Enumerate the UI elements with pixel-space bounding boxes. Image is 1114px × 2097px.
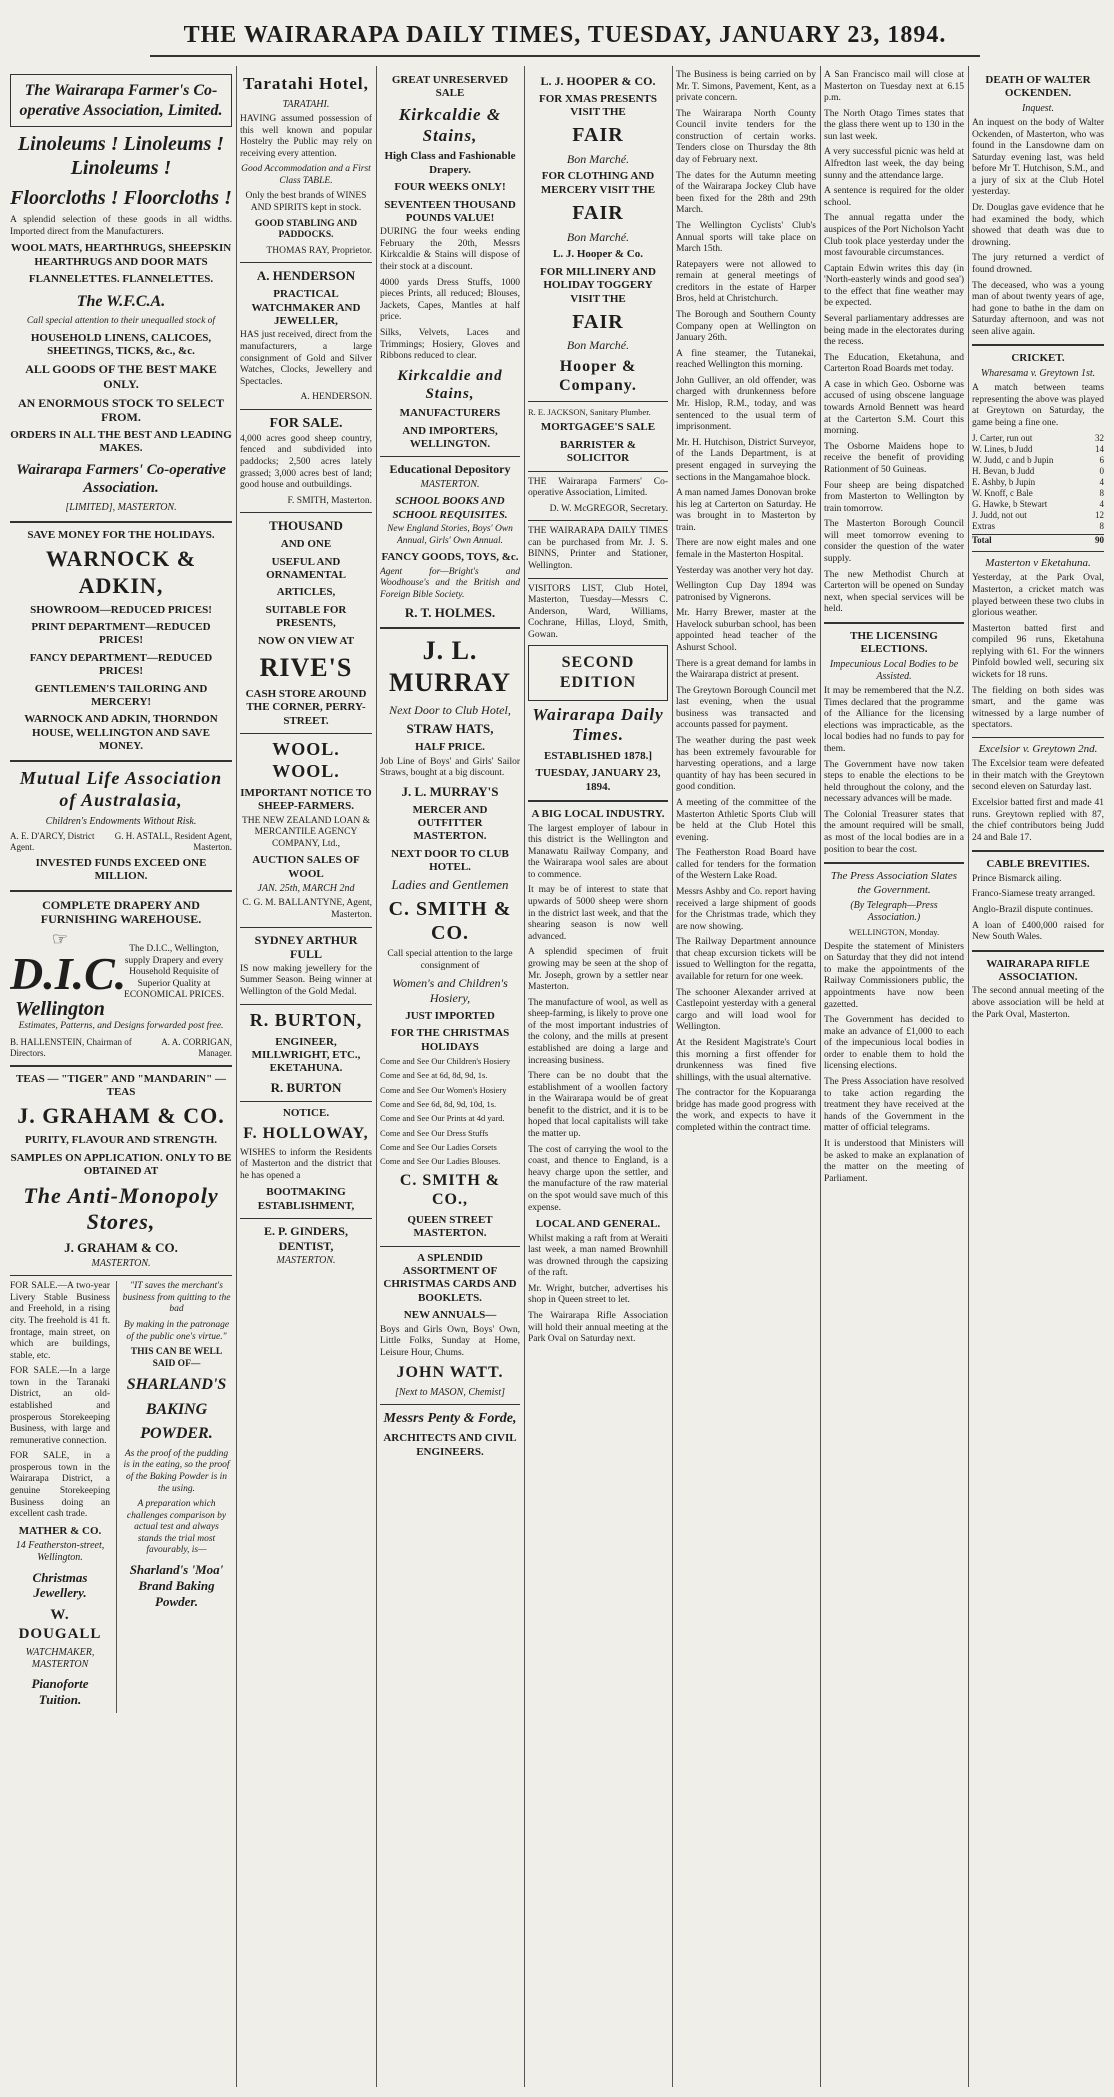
rifle-title: WAIRARAPA RIFLE ASSOCIATION. xyxy=(986,957,1090,984)
second-edition: SECOND EDITION xyxy=(559,654,637,691)
wool-mats: WOOL MATS, HEARTHRUGS, SHEEPSKIN HEARTHRUGS AND DOOR MATS xyxy=(10,242,232,268)
issue-date: TUESDAY, JANUARY 23, 1894. xyxy=(535,767,661,793)
dougall-sub: WATCHMAKER, MASTERTON xyxy=(25,1646,95,1671)
auction-dates: JAN. 25th, MARCH 2nd xyxy=(257,883,355,895)
news-paragraph: Several parliamentary addresses are being made in the electorates during the recess. xyxy=(824,313,964,348)
hallenstein: B. HALLENSTEIN, Chairman of Directors. xyxy=(10,1036,132,1058)
showroom: SHOWROOM—REDUCED PRICES! xyxy=(30,603,212,616)
stables: GOOD STABLING AND PADDOCKS. xyxy=(254,218,358,241)
r-burton-sub: ENGINEER, MILLWRIGHT, ETC., EKETAHUNA. xyxy=(251,1035,361,1075)
rives-sub: CASH STORE AROUND THE CORNER, PERRY-STREET. xyxy=(245,687,367,727)
wool-wool: WOOL. WOOL. xyxy=(272,739,340,781)
kirkcaldie-2: Kirkcaldie and Stains, xyxy=(397,367,503,402)
womens-hosiery: Women's and Children's Hosiery, xyxy=(392,976,508,1006)
established: ESTABLISHED 1878.] xyxy=(544,749,652,762)
graham-co-2: J. GRAHAM & CO. xyxy=(64,1240,178,1256)
barrister: BARRISTER & SOLICITOR xyxy=(559,438,637,465)
column-5: The Business is being carried on by Mr. T. Simons, Pavement, Kent, as a private concern. The Wairarapa North County Council invite tenders for the construction of certain works. Tenders close on Thursday the 8th day of February next. The dates for the Autumn meeting of the Wairarapa Jockey Club have been fixed for the 28th and 29th March. The Wellington Cyclists' Club's Annual sports will take place on March 15th. Ratepayers were not allowed to remain at general meetings of creditors in the estate of Harper Bros, held at Christchurch. The Borough and Southern County Company open at Wellington on January 26th. A fine steamer, the Tutanekai, reached Wellington this morning. John Gulliver, an old offender, was charged with drunkenness before Mr. Hislop, R.M., today, and was sentenced to the usual term of imprisonment. Mr. H. Hutchison, District Surveyor, of the Lands Department, is at present engaged in surveying the sections in the Mangamahoe block. A man named James Donovan broke his leg at Carterton on Saturday. He was brought in to Masterton by train. There are now eight males and one female in the Masterton Hospital. Yesterday was another very hot day. Wellington Cup Day 1894 was patronised by Vignerons. Mr. Harry Brewer, master at the Havelock suburban school, has been appointed head teacher of the Ashurst School. There is a great demand for lambs in the Wairarapa district at present. The Greytown Borough Council met last evening, when the usual business was transacted and accounts passed for payment. The weather during the past week has been extremely favourable for harvesting operations, and a large quantity of hay has been secured in good condition. A meeting of the committee of the Masterton Athletic Sports Club will be held at the Club Hotel this evening. The Featherston Road Board have called for tenders for the formation of the Western Lake Road. Messrs Ashby and Co. report having received a large shipment of goods for the Christmas trade, which they are now showing. The Railway Department announce that cheap excursion tickets will be issued to Wellington for the regatta, available for return for one week. The schooner Alexander arrived at Castlepoint yesterday with a general cargo and will load wool for Wellington. At the Resident Magistrate's Court this morning a first offender for drunkenness was fined five shillings, with the usual alternative. The contractor for the Kopuaranga bridge has made good progress with the work, and expects to have it completed within the contract time. xyxy=(676,70,816,1133)
news-paragraph: Captain Edwin writes this day (in 'North-easterly winds and good sea') to the effect that fine weather may be expected. xyxy=(824,263,964,309)
flannelettes: FLANNELETTES. FLANNELETTES. xyxy=(28,273,214,286)
daily-times-title: Wairarapa Daily Times. xyxy=(532,704,664,745)
press-by: (By Telegraph—Press Association.) xyxy=(850,899,938,924)
edu-depository: Educational Depository xyxy=(389,462,511,477)
agent-astall: G. H. ASTALL, Resident Agent, Masterton. xyxy=(114,830,232,852)
sydney-full: SYDNEY ARTHUR FULL xyxy=(254,932,358,962)
hosiery-row: Come and See Our Prints at 4d yard. xyxy=(380,1113,505,1124)
dic-samples: Estimates, Patterns, and Designs forwarded post free. xyxy=(18,1021,224,1032)
accommodation: Good Accommodation and a First Class TABLE. xyxy=(241,164,371,186)
cable-item: Franco-Siamese treaty arranged. xyxy=(972,889,1096,900)
score-row: J. Judd, not out 12 xyxy=(972,510,1104,521)
hosiery-row: Come and See at 6d, 8d, 9d, 1s. xyxy=(380,1070,488,1081)
news-paragraph: There are now eight males and one female in the Masterton Hospital. xyxy=(676,538,816,560)
licensing-title: THE LICENSING ELECTIONS. xyxy=(850,629,938,656)
column-4: L. J. HOOPER & CO. FOR XMAS PRESENTS VISIT THE FAIR Bon Marché. FOR CLOTHING AND MERCERY VISIT THE FAIR Bon Marché. L. J. Hooper & Co. FOR MILLINERY AND HOLIDAY TOGGERY VISIT THE FAIR Bon Marché. Hooper & Company. R. E. JACKSON, Sanitary Plumber. MORTGAGEE'S SALE BARRISTER & SOLICITOR THE Wairarapa Farmers' Co-operative Association, Limited. D. W. McGREGOR, Secretary. THE WAIRARAPA DAILY TIMES can be purchased from Mr. J. S. BINNS, Printer and Stationer, Wellington. VISITORS LIST, Club Hotel, Masterton, Tuesday—Messrs C. Anderson, Ward, Williams, Cochrane, Hillas, Lloyd, Smith, Gowan. SECOND EDITION Wairarapa Daily Times. ESTABLISHED 1878.] TUESDAY, JANUARY 23, 1894. A BIG LOCAL INDUSTRY. The largest employer of labour in this district is the Wellington and Manawatu Railway Company, and the Wairarapa wool sales are about to commence. It may be of interest to state that upwards of 5000 sheep were shorn in the district last week, and that the shearing season is now well advanced. A splendid specimen of fruit growing may be seen at the shop of Mr. Joseph, grown by a settler near Masterton. The manufacture of wool, as well as sheep-farming, is likely to prove one of the most important industries of the colony, and the mills at present established are doing a large and increasing business. There can be no doubt that the establishment of a woollen factory in the Wairarapa would be of great benefit to the district, and it is to be hoped that local capitalists will take the matter up. The cost of carrying the wool to the coast, and thence to England, is a heavy charge upon the settler, and the manufacture of the raw material on the spot would save much of this expense. LOCAL AND GENERAL. Whilst making a raft from at Weraiti last week, a man named Brownhill was drowned through the capsizing of the raft. Mr. Wright, butcher, advertises his shop in Queen street to let. The Wairarapa Rifle Association will hold their annual meeting at the Park Oval on Saturday next. xyxy=(528,74,668,1345)
jackson: R. E. JACKSON, Sanitary Plumber. xyxy=(528,406,651,417)
next-door: Next Door to Club Hotel, xyxy=(389,702,511,717)
fair-3: FAIR xyxy=(572,310,624,333)
ginders: E. P. GINDERS, DENTIST, xyxy=(264,1224,348,1253)
fair-2: FAIR xyxy=(572,202,624,225)
inquest-paragraph: An inquest on the body of Walter Ockenden, of Masterton, who was found in the Lansdowne dam on Saturday evening last, was held before Mr T. Hutchison, S.M., and a jury of six at the Club Hotel yesterday. xyxy=(972,118,1104,198)
henderson-sig: A. HENDERSON. xyxy=(300,392,372,403)
article-title: A BIG LOCAL INDUSTRY. xyxy=(531,808,665,821)
news-paragraph: The Wellington Cyclists' Club's Annual sports will take place on March 15th. xyxy=(676,220,816,255)
nz-loan: THE NEW ZEALAND LOAN & MERCANTILE AGENCY COMPANY, Ltd., xyxy=(241,815,371,849)
notice-1: FOR SALE.—A two-year Livery Stable Business and Freehold, in a rising city. The freehold is 41 ft. frontage, main street, on which are buildings, stable, etc. xyxy=(10,1281,110,1361)
assoc-notice: THE Wairarapa Farmers' Co-operative Association, Limited. xyxy=(528,476,668,499)
inquest-paragraph: The jury returned a verdict of found drowned. xyxy=(972,253,1104,275)
fancy-dept: FANCY DEPARTMENT—REDUCED PRICES! xyxy=(29,651,213,678)
inquest: Inquest. xyxy=(1022,102,1054,114)
thousand: THOUSAND xyxy=(269,518,343,534)
score-row: W. Lines, b Judd 14 xyxy=(972,444,1104,455)
dic-logo: D.I.C. xyxy=(10,947,127,999)
news-paragraph: The North Otago Times states that the glass there went up to 130 in the sun last week. xyxy=(824,108,964,142)
taratahi-text: HAVING assumed possession of this well known and popular Hostelry the Public may rely on receiving every attention. xyxy=(240,113,372,159)
now-on-view: NOW ON VIEW AT xyxy=(257,634,355,647)
john-watt: JOHN WATT. xyxy=(396,1364,504,1382)
mercer: MERCER AND OUTFITTER MASTERTON. xyxy=(412,803,488,843)
press-title: The Press Association Slates the Government. xyxy=(830,870,958,896)
auction-sales: AUCTION SALES OF WOOL xyxy=(252,854,360,880)
christmas-jewellery: Christmas Jewellery. xyxy=(32,1569,88,1601)
column-rule xyxy=(968,66,969,2087)
just-imported: JUST IMPORTED xyxy=(405,1009,495,1022)
cable-item: Prince Bismarck ailing. xyxy=(972,873,1062,884)
news-paragraph: Mr. H. Hutchison, District Surveyor, of the Lands Department, is at present engaged in surveying the sections in the Mangamahoe block. xyxy=(676,437,816,483)
call-text: Call special attention to their unequalled stock of xyxy=(26,316,216,327)
hooper: L. J. HOOPER & CO. xyxy=(540,74,656,88)
score-row: E. Ashby, b Jupin 4 xyxy=(972,477,1104,488)
reader-annuals: New England Stories, Boys' Own Annual, Girls' Own Annual. xyxy=(387,524,513,546)
masterton-text: Yesterday, at the Park Oval, Masterton, a cricket match was played between these two clubs in glorious weather. xyxy=(972,573,1104,619)
dougall: W. DOUGALL xyxy=(18,1607,102,1642)
column-rule xyxy=(376,66,377,2087)
bootmaking: BOOTMAKING ESTABLISHMENT, xyxy=(257,1186,355,1212)
sharland-ad: "IT saves the merchant's business from quitting to the bad By making in the patronage of the public one's virtue." THIS CAN BE WELL SAID OF— SHARLAND'S BAKING POWDER. As the proof of the pudding is in the eating, so the proof of the Baking Powder is in the using. A preparation which challenges comparison by actual test and always stands the trial most favourably, is— Sharland's 'Moa' Brand Baking Powder. xyxy=(116,1281,232,1713)
wfca: The W.F.C.A. xyxy=(76,292,166,310)
save-money: SAVE MONEY FOR THE HOLIDAYS. xyxy=(27,528,215,541)
linoleums: Linoleums ! Linoleums ! Linoleums ! xyxy=(17,133,225,180)
dic-text: The D.I.C., Wellington, supply Drapery and every Household Requisite of Superior Quality at ECONOMICAL PRICES. xyxy=(124,944,224,1001)
news-paragraph: Mr. Harry Brewer, master at the Havelock suburban school, has been appointed head teacher of the Ashurst School. xyxy=(676,608,816,654)
notice-2: FOR SALE.—In a large town in the Taranaki District, an old-established and prosperous Storekeeping Business, with large and remunerative connection. xyxy=(10,1366,110,1446)
for-xmas: FOR THE CHRISTMAS HOLIDAYS xyxy=(390,1027,510,1053)
cricket-text: A match between teams representing the above was played at Greytown on Saturday, the game being a fine one. xyxy=(972,383,1104,428)
christmas-cards: A SPLENDID ASSORTMENT OF CHRISTMAS CARDS AND BOOKLETS. xyxy=(383,1251,517,1304)
column-rule xyxy=(672,66,673,2087)
manufacturers: MANUFACTURERS xyxy=(399,407,501,420)
notice-3: FOR SALE, in a prosperous town in the Wairarapa District, a genuine Storekeeping Business doing an excellent cash trade. xyxy=(10,1451,110,1520)
column-rule xyxy=(820,66,821,2087)
ladies-gentlemen: Ladies and Gentlemen xyxy=(391,876,509,892)
edu-agent: Agent for—Bright's and Woodhouse's and the British and Foreign Bible Society. xyxy=(380,566,520,600)
drapery-heading: COMPLETE DRAPERY AND FURNISHING WAREHOUSE. xyxy=(40,897,202,927)
hosiery-row: Come and See Our Ladies Corsets xyxy=(380,1142,497,1153)
edu-sub: MASTERTON. xyxy=(420,479,480,491)
warnock-address: WARNOCK AND ADKIN, THORNDON HOUSE, WELLINGTON AND SAVE MONEY. xyxy=(24,713,218,753)
masthead: THE WAIRARAPA DAILY TIMES, TUESDAY, JANUARY 23, 1894. xyxy=(150,22,980,57)
holloway-text: WISHES to inform the Residents of Masterton and the district that he has opened a xyxy=(240,1147,372,1181)
wines: Only the best brands of WINES AND SPIRITS kept in stock. xyxy=(245,191,367,213)
news-paragraph: A case in which Geo. Osborne was accused of using obscene language towards Arnold Bennett was heard at the Carterton S.M. Court this morning. xyxy=(824,379,964,437)
column-2 xyxy=(240,70,372,2085)
holloway: F. HOLLOWAY, xyxy=(243,1125,369,1143)
licensing-sub: Impecunious Local Bodies to be Assisted. xyxy=(829,658,959,682)
hooper-company: Hooper & Company. xyxy=(559,357,637,395)
pointing-hand-icon: ☞ xyxy=(51,928,69,949)
articles: ARTICLES, xyxy=(276,586,336,599)
millinery: FOR MILLINERY AND HOLIDAY TOGGERY VISIT THE xyxy=(540,265,656,305)
invested-funds: INVESTED FUNDS EXCEED ONE MILLION. xyxy=(35,856,207,883)
for-sale-text: 4,000 acres good sheep country, fenced and subdivided into paddocks; 2,500 acres lately grassed; 3,000 acres best of land; good house and outbuildings. xyxy=(240,433,372,491)
all-goods: ALL GOODS OF THE BEST MAKE ONLY. xyxy=(25,362,217,392)
new-annuals: NEW ANNUALS— xyxy=(403,1309,497,1322)
rives: RIVE'S xyxy=(259,653,353,683)
column-rule xyxy=(236,66,237,2087)
great-sale: GREAT UNRESERVED SALE xyxy=(391,74,509,100)
ballantyne: C. G. M. BALLANTYNE, Agent, Masterton. xyxy=(242,898,372,921)
and-one: AND ONE xyxy=(280,538,332,551)
taratahi-sub: TARATAHI. xyxy=(282,98,330,110)
news-paragraph: The annual regatta under the auspices of the Port Nicholson Yacht Club took place yesterday under the most favourable circumstances. xyxy=(824,213,964,259)
article-paragraph: It may be of interest to state that upwards of 5000 sheep were shorn in the district last week, and that the shearing season is now well advanced. xyxy=(528,885,668,942)
news-paragraph: A San Francisco mail will close at Masterton on Tuesday next at 6.15 p.m. xyxy=(824,70,964,104)
purity: PURITY, FLAVOUR AND STRENGTH. xyxy=(24,1134,217,1147)
warnock: WARNOCK & ADKIN, xyxy=(45,545,197,598)
samples-heading: SAMPLES ON APPLICATION. ONLY TO BE OBTAINED AT xyxy=(10,1151,232,1178)
high-class: High Class and Fashionable Drapery. xyxy=(384,150,516,176)
print-dept: PRINT DEPARTMENT—REDUCED PRICES! xyxy=(31,621,211,647)
r-burton-2: R. BURTON xyxy=(270,1079,342,1095)
news-paragraph: Wellington Cup Day 1894 was patronised by Vignerons. xyxy=(676,581,816,603)
cricket-title: CRICKET. xyxy=(1011,352,1065,365)
taratahi-hotel: Taratahi Hotel, xyxy=(243,74,369,93)
hosiery-row: Come and See Our Dress Stuffs xyxy=(380,1127,489,1138)
r-t-holmes: R. T. HOLMES. xyxy=(404,605,496,621)
straw-hats: STRAW HATS, xyxy=(406,721,494,737)
henderson: A. HENDERSON xyxy=(256,268,356,284)
mather-address: 14 Featherston-street, Wellington. xyxy=(15,1540,105,1564)
bon-marche-1: Bon Marché. xyxy=(566,151,630,166)
cable-item: Anglo-Brazil dispute continues. xyxy=(972,904,1094,915)
kirkcaldie: Kirkcaldie & Stains, xyxy=(398,104,502,145)
xmas-presents: FOR XMAS PRESENTS VISIT THE xyxy=(539,92,657,119)
press-paragraph: Despite the statement of Ministers on Saturday that they did not intend to make the appointments of the Railway Commissioners public, the appointments have now been gazetted. xyxy=(824,941,964,1010)
mcgregor: D. W. McGREGOR, Secretary. xyxy=(549,503,668,514)
wool-sub: IMPORTANT NOTICE TO SHEEP-FARMERS. xyxy=(240,786,372,813)
household: HOUSEHOLD LINENS, CALICOES, SHEETINGS, TICKS, &c., &c. xyxy=(30,331,212,358)
children-endowments: Children's Endowments Without Risk. xyxy=(45,815,197,827)
mortgagee-sale: MORTGAGEE'S SALE xyxy=(540,421,656,434)
jl-murray: J. L. MURRAY xyxy=(388,636,512,697)
masterton-v-eketahuna: Masterton v Eketahuna. xyxy=(985,557,1091,569)
hosiery-row: Come and See Our Ladies Blouses. xyxy=(380,1156,501,1167)
ginders-sub: MASTERTON. xyxy=(276,1255,336,1267)
score-total: Total 90 xyxy=(972,535,1104,546)
wfca-long: Wairarapa Farmers' Co-operative Association. xyxy=(16,461,226,497)
next-to-club: NEXT DOOR TO CLUB HOTEL. xyxy=(391,847,509,874)
score-row: W. Knoff, c Bale 8 xyxy=(972,488,1104,499)
sale-text: DURING the four weeks ending February the 20th, Messrs Kirkcaldie & Stains will dispose of their stock at a discount. xyxy=(380,227,520,273)
c-smith-2: C. SMITH & CO., xyxy=(399,1171,501,1209)
piano-tuition: Pianoforte Tuition. xyxy=(31,1676,89,1708)
news-paragraph: The Borough and Southern County Company open at Wellington on January 26th. xyxy=(676,309,816,344)
graham-masterton: MASTERTON. xyxy=(91,1258,151,1270)
mather: MATHER & CO. xyxy=(18,1524,102,1537)
rifle-text: The second annual meeting of the above association will be held at the Park Oval, Masterton. xyxy=(972,986,1104,1020)
jl-murrays: J. L. MURRAY'S xyxy=(401,783,499,799)
practical-watchmaker: PRACTICAL WATCHMAKER AND JEWELLER, xyxy=(251,288,361,327)
seventeen: SEVENTEEN THOUSAND POUNDS VALUE! xyxy=(384,198,516,224)
agent-darcy: A. E. D'ARCY, District Agent. xyxy=(10,830,95,852)
score-row: G. Hawke, b Stewart 4 xyxy=(972,499,1104,510)
column-1 xyxy=(10,70,232,2085)
architects: ARCHITECTS AND CIVIL ENGINEERS. xyxy=(383,1432,517,1458)
f-smith: F. SMITH, Masterton. xyxy=(287,495,372,506)
hosiery-row: Come and See 6d, 8d, 9d, 10d, 1s. xyxy=(380,1098,497,1109)
hooper-2: L. J. Hooper & Co. xyxy=(553,248,643,261)
school-books: SCHOOL BOOKS AND SCHOOL REQUISITES. xyxy=(392,495,508,521)
teas-heading: TEAS — "TIGER" AND "MANDARIN" — TEAS xyxy=(16,1072,226,1099)
dic-city: Wellington xyxy=(15,997,105,1020)
notice-heading: NOTICE. xyxy=(282,1106,330,1119)
hosiery-row: Come and See Our Women's Hosiery xyxy=(380,1084,507,1095)
john-watt-sub: [Next to MASON, Chemist] xyxy=(395,1386,505,1398)
bon-marche-3: Bon Marché. xyxy=(566,338,630,353)
limited: [LIMITED], MASTERTON. xyxy=(65,502,177,514)
orders: ORDERS IN ALL THE BEST AND LEADING MAKES. xyxy=(10,428,232,455)
penty-forde: Messrs Penty & Forde, xyxy=(383,1411,517,1427)
news-paragraph: Yesterday was another very hot day. xyxy=(676,565,814,576)
floorcloths: Floorcloths ! Floorcloths ! xyxy=(10,186,232,209)
news-paragraph: John Gulliver, an old offender, was charged with drunkenness before Mr. Hislop, R.M., today, and was sentenced to the usual term of imprisonment. xyxy=(676,375,816,433)
news-paragraph: The Business is being carried on by Mr. T. Simons, Pavement, Kent, as a private concern. xyxy=(676,70,816,104)
column-3: GREAT UNRESERVED SALE Kirkcaldie & Stains, High Class and Fashionable Drapery. FOUR WEEKS ONLY! SEVENTEEN THOUSAND POUNDS VALUE! DURING the four weeks ending February the 20th, Messrs Kirkcaldie & Stains will dispose of their stock at a discount. 4000 yards Dress Stuffs, 1000 pieces Prints, all reduced; Blouses, Jackets, Capes, Mantles at half price. Silks, Velvets, Laces and Trimmings; Hosiery, Gloves and Ribbons reduced to clear. Kirkcaldie and Stains, MANUFACTURERS AND IMPORTERS, WELLINGTON. Educational Depository MASTERTON. SCHOOL BOOKS AND SCHOOL REQUISITES. New England Stories, Boys' Own Annual, Girls' Own Annual. FANCY GOODS, TOYS, &c. Agent for—Bright's and Woodhouse's and the British and Foreign Bible Society. R. T. HOLMES. J. L. MURRAY Next Door to Club Hotel, STRAW HATS, HALF PRICE. Job Line of Boys' and Girls' Sailor Straws, bought at a big discount. J. L. MURRAY'S MERCER AND OUTFITTER MASTERTON. NEXT DOOR TO CLUB HOTEL. Ladies and Gentlemen C. SMITH & CO. Call special attention to the large consignment of Women's and Children's Hosiery, JUST IMPORTED FOR THE CHRISTMAS HOLIDAYS Come and See Our Children's Hosiery Come and See at 6d, 8d, 9d, 1s. Come and See Our Women's Hosiery Come and See 6d, 8d, 9d, 10d, 1s. Come and See Our Prints at 4d yard. Come and See Our Dress Stuffs Come and See Our Ladies Corsets Come and See Our Ladies Blouses. C. SMITH & CO., QUEEN STREET MASTERTON. A SPLENDID ASSORTMENT OF CHRISTMAS CARDS AND BOOKLETS. NEW ANNUALS— Boys and Girls Own, Boys' Own, Little Folks, Sunday at Home, Leisure Hour, Chums. JOHN WATT. [Next to MASON, Chemist] Messrs Penty & Forde, ARCHITECTS AND CIVIL ENGINEERS. xyxy=(380,74,520,1458)
excelsior-text: The Excelsior team were defeated in their match with the Greytown second eleven on Saturday last. xyxy=(972,759,1104,793)
farmers-title: The Wairarapa Farmer's Co-operative Association, Limited. xyxy=(19,82,223,119)
farmers-ad xyxy=(10,74,232,127)
enormous: AN ENORMOUS STOCK TO SELECT FROM. xyxy=(17,395,225,425)
article-paragraph: The largest employer of labour in this district is the Wellington and Manawatu Railway Company, and the Wairarapa wool sales are about to commence. xyxy=(528,823,668,880)
score-row: H. Bevan, b Judd 0 xyxy=(972,466,1104,477)
call-special: Call special attention to the large consignment of xyxy=(387,949,513,971)
column-6: A San Francisco mail will close at Masterton on Tuesday next at 6.15 p.m. The North Otago Times states that the glass there went up to 130 in the sun last week. A very successful picnic was held at Alfredton last week, the day being sunny and the attendance large. A sentence is required for the older school. The annual regatta under the auspices of the Port Nicholson Yacht Club took place yesterday under the most favourable circumstances. Captain Edwin writes this day (in 'North-easterly winds and good sea') to the effect that fine weather may be expected. Several parliamentary addresses are being made in the electorates during the recess. The Education, Eketahuna, and Carterton Road Boards met today. A case in which Geo. Osborne was accused of using obscene language towards Arnold Bennett was heard at the Carterton S.M. Court this morning. The Osborne Maidens hope to receive the benefit of providing Rationment of 50 Guineas. Four sheep are being dispatched from Masterton to Wellington by train tomorrow. The Masterton Borough Council will meet tomorrow evening to consider the question of the water supply. The new Methodist Church at Carterton will be opened on Sunday next, when special services will be held. THE LICENSING ELECTIONS. Impecunious Local Bodies to be Assisted. It may be remembered that the N.Z. Times declared that the programme of the Alliance for the licensing elections was impracticable, as the local bodies had no funds to pay for them. The Government have now taken steps to enable the elections to be held throughout the colony, and the necessary advances will be made. The Colonial Treasurer states that the amount required will be small, as most of the local bodies are in a position to bear the cost. The Press Association Slates the Government. (By Telegraph—Press Association.) WELLINGTON, Monday. Despite the statement of Ministers on Saturday that they did not intend to make the appointments of the Railway Commissioners public, the appointments have now been gazetted. The Government has decided to make an advance of £1,000 to each of the impecunious local bodies in order to enable them to hold the licensing elections. The Press Association have resolved to take action regarding the treatment they have received at the hands of the Government in the matter of official telegrams. It is understood that Ministers will be asked to make an explanation of the matter on the meeting of Parliament. xyxy=(824,70,964,1184)
fair-1: FAIR xyxy=(572,124,624,147)
news-paragraph: Ratepayers were not allowed to remain at general meetings of creditors in the estate of Harper Bros, held at Christchurch. xyxy=(676,259,816,305)
thomas-ray: THOMAS RAY, Proprietor. xyxy=(266,245,372,256)
local-paragraph: Mr. Wright, butcher, advertises his shop in Queen street to let. xyxy=(528,1283,668,1306)
local-paragraph: Whilst making a raft from at Weraiti last week, a man named Brownhill was drowned through the capsizing of the raft. xyxy=(528,1233,668,1279)
fancy-goods: FANCY GOODS, TOYS, &c. xyxy=(381,551,519,564)
corrigan: A. A. CORRIGAN, Manager. xyxy=(161,1036,232,1058)
press-location: WELLINGTON, Monday. xyxy=(848,927,940,938)
news-paragraph: A fine steamer, the Tutanekai, reached Wellington this morning. xyxy=(676,348,816,371)
score-row: J. Carter, run out 32 xyxy=(972,433,1104,444)
news-paragraph: A very successful picnic was held at Alfredton last week, the day being sunny and the attendance large. xyxy=(824,147,964,181)
sydney-text: IS now making jewellery for the Summer Season. Being winner at Wellington of the Gold Medal. xyxy=(240,963,372,998)
press-paragraph: The Government has decided to make an advance of £1,000 to each of the impecunious local bodies in order to enable them to hold the licensing elections. xyxy=(824,1015,964,1072)
cable-brevities: CABLE BREVITIES. xyxy=(986,858,1090,871)
queen-street: QUEEN STREET MASTERTON. xyxy=(407,1213,493,1240)
half-price: HALF PRICE. xyxy=(415,741,485,754)
anti-monopoly: The Anti-Monopoly Stores, xyxy=(23,1182,219,1235)
suitable-presents: SUITABLE FOR PRESENTS, xyxy=(265,603,347,630)
death-title: DEATH OF WALTER OCKENDEN. xyxy=(985,74,1091,100)
importers: AND IMPORTERS, WELLINGTON. xyxy=(402,424,498,451)
visitors-list: VISITORS LIST, Club Hotel, Masterton, Tuesday—Messrs C. Anderson, Ward, Williams, Cochrane, Hillas, Lloyd, Smith, Gowan. xyxy=(528,583,668,640)
bon-marche-2: Bon Marché. xyxy=(566,229,630,244)
news-paragraph: The Education, Eketahuna, and Carterton Road Boards met today. xyxy=(824,352,964,375)
r-burton: R. BURTON, xyxy=(249,1009,363,1030)
column-7: DEATH OF WALTER OCKENDEN. Inquest. An inquest on the body of Walter Ockenden, of Masterton, who was found in the Lansdowne dam on Saturday evening last, was held before Mr T. Hutchison, S.M., and a jury of six at the Club Hotel yesterday. Dr. Douglas gave evidence that he had examined the body, which showed that death was due to drowning. The jury returned a verdict of found drowned. The deceased, who was a young man of about twenty years of age, had gone to bathe in the dam on Saturday afternoon, and was not seen alive again. CRICKET. Wharesama v. Greytown 1st. A match between teams representing the above was played at Greytown on Saturday, the game being a fine one. J. Carter, run out 32 W. Lines, b Judd 14 W. Judd, c and b Jupin 6 H. Bevan, b Judd 0 E. Ashby, b Jupin 4 W. Knoff, c Bale 8 G. Hawke, b Stewart 4 J. Judd, not out 12 Extras 8 Total 90 Masterton v Eketahuna. Yesterday, at the Park Oval, Masterton, a cricket match was played between these two clubs in glorious weather. Masterton batted first and compiled 96 runs, Eketahuna replying with 61. For the winners Pinfold bowled well, securing six wickets for 18 runs. The fielding on both sides was smart, and the game was witnessed by a large number of spectators. Excelsior v. Greytown 2nd. The Excelsior team were defeated in their match with the Greytown second eleven on Saturday last. Excelsior batted first and made 41 runs. Greytown replied with 87, the chief contributors being Judd 24 and Bale 17. CABLE BREVITIES. Prince Bismarck ailing. Franco-Siamese treaty arranged. Anglo-Brazil dispute continues. A loan of £400,000 raised for New South Wales. WAIRARAPA RIFLE ASSOCIATION. The second annual meeting of the above association will be held at the Park Oval, Masterton. xyxy=(972,74,1104,1020)
cricket-match: Wharesama v. Greytown 1st. xyxy=(980,367,1096,379)
gents: GENTLEMEN'S TAILORING AND MERCERY! xyxy=(34,682,208,709)
news-paragraph: The dates for the Autumn meeting of the Wairarapa Jockey Club have been fixed for the 28th and 29th March. xyxy=(676,170,816,216)
c-smith: C. SMITH & CO. xyxy=(388,897,512,944)
clothing: FOR CLOTHING AND MERCERY VISIT THE xyxy=(540,170,656,196)
four-weeks: FOUR WEEKS ONLY! xyxy=(394,181,506,194)
splendid-text: A splendid selection of these goods in all widths. Imported direct from the Manufacturers. xyxy=(10,215,232,237)
graham-co: J. GRAHAM & CO. xyxy=(17,1103,225,1129)
mutual-life: Mutual Life Association of Australasia, xyxy=(19,767,223,810)
henderson-text: HAS just received, direct from the manufacturers, a large consignment of Gold and Silver Watches, Clocks, Jewellery and Spectacles. xyxy=(240,330,372,387)
news-paragraph: The Wairarapa North County Council invite tenders for the construction of certain works. Tenders close on Thursday the 8th day of February next. xyxy=(676,108,816,166)
news-paragraph: There is a great demand for lambs in the Wairarapa district at present. xyxy=(676,658,816,681)
news-paragraph: The Osborne Maidens hope to receive the benefit of providing Rationment of 50 Guineas. xyxy=(824,441,964,475)
inquest-paragraph: Dr. Douglas gave evidence that he had examined the body, which showed that death was due to drowning. xyxy=(972,203,1104,248)
for-sale-heading: FOR SALE. xyxy=(269,415,343,431)
article-paragraph: A splendid specimen of fruit growing may be seen at the shop of Mr. Joseph, grown by a settler near Masterton. xyxy=(528,947,668,993)
news-paragraph: A sentence is required for the older school. xyxy=(824,186,964,208)
cable-item: A loan of £400,000 raised for New South Wales. xyxy=(972,920,1104,943)
score-row: Extras 8 xyxy=(972,521,1104,532)
excelsior: Excelsior v. Greytown 2nd. xyxy=(978,742,1098,755)
score-row: W. Judd, c and b Jupin 6 xyxy=(972,455,1104,466)
local-general: LOCAL AND GENERAL. xyxy=(535,1218,661,1231)
useful-ornamental: USEFUL AND ORNAMENTAL xyxy=(266,555,346,582)
column-rule xyxy=(524,66,525,2087)
news-paragraph: A man named James Donovan broke his leg at Carterton on Saturday. He was brought in to Masterton by train. xyxy=(676,488,816,533)
daily-times-notice: THE WAIRARAPA DAILY TIMES can be purchased from Mr. J. S. BINNS, Printer and Stationer, Wellington. xyxy=(528,526,668,571)
hosiery-row: Come and See Our Children's Hosiery xyxy=(380,1055,511,1066)
news-paragraph: Four sheep are being dispatched from Masterton to Wellington by train tomorrow. xyxy=(824,480,964,514)
